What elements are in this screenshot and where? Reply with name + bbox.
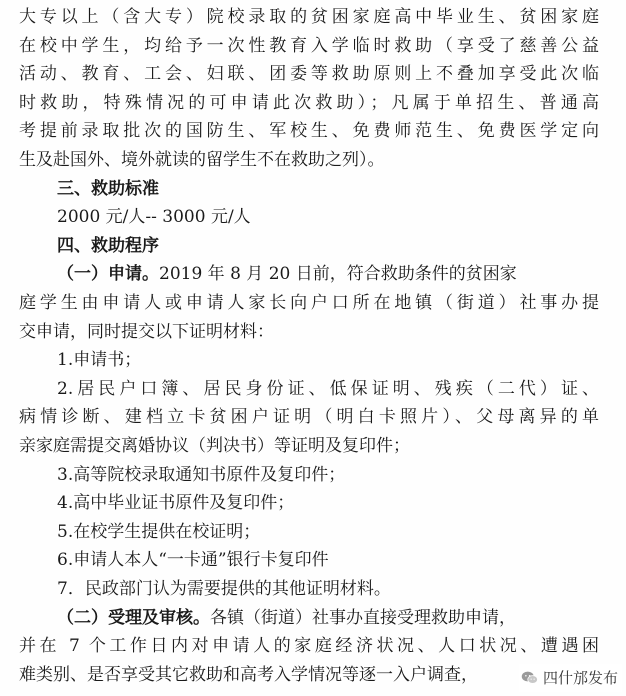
- wechat-icon: [521, 669, 539, 687]
- section-heading-procedure: 四、救助程序: [57, 235, 159, 256]
- paragraph-line: 庭学生由申请人或申请人家长向户口所在地镇（街道）社事办提: [19, 293, 599, 313]
- paragraph-line: 并在 7 个工作日内对申请人的家庭经济状况、人口状况、遭遇困: [19, 636, 599, 657]
- section-heading-standard: 三、救助标准: [57, 178, 159, 199]
- review-label: （二）受理及审核。: [57, 607, 210, 628]
- apply-label: （一）申请。: [57, 264, 159, 285]
- paragraph-line: 考提前录取批次的国防生、军校生、免费师范生、免费医学定向: [19, 121, 599, 142]
- material-item: 7．民政部门认为需要提供的其他证明材料。: [57, 579, 391, 599]
- paragraph-line: 难类别、是否享受其它救助和高考入学情况等逐一入户调查，: [19, 664, 478, 685]
- material-item: 1.申请书；: [57, 350, 142, 371]
- material-item: 5.在校学生提供在校证明；: [57, 521, 261, 542]
- paragraph-line: 在校中学生，均给予一次性教育入学临时救助（享受了慈善公益: [19, 35, 599, 56]
- paragraph-line: 时救助，特殊情况的可申请此次救助）；凡属于单招生、普通高: [19, 92, 599, 113]
- material-item: 6.申请人本人“一卡通”银行卡复印件: [57, 550, 329, 571]
- material-item: 2.居民户口簿、居民身份证、低保证明、残疾（二代）证、: [57, 378, 599, 399]
- material-item: 4.高中毕业证书原件及复印件；: [57, 493, 295, 514]
- material-item: 病情诊断、建档立卡贫困户证明（明白卡照片）、父母离异的单: [19, 407, 599, 428]
- paragraph-line: 生及赴国外、境外就读的留学生不在救助之列）。: [19, 150, 385, 170]
- watermark-text: 四什邡发布: [542, 669, 618, 687]
- material-item: 3.高等院校录取通知书原件及复印件；: [57, 464, 346, 485]
- apply-text: 2019 年 8 月 20 日前，符合救助条件的贫困家: [159, 264, 517, 285]
- paragraph-line: 活动、教育、工会、妇联、团委等救助原则上不叠加享受此次临: [19, 64, 599, 85]
- watermark: [519, 664, 622, 692]
- review-line: [57, 604, 599, 632]
- paragraph-line: 大专以上（含大专）院校录取的贫困家庭高中毕业生、贫困家庭: [19, 7, 599, 27]
- standard-amount: 2000 元/人-- 3000 元/人: [57, 207, 251, 228]
- paragraph-line: 交申请，同时提交以下证明材料：: [19, 321, 274, 342]
- material-item: 亲家庭需提交离婚协议（判决书）等证明及复印件；: [19, 436, 410, 456]
- review-text: 各镇（街道）社事办直接受理救助申请，: [210, 607, 516, 628]
- apply-line: [57, 260, 599, 288]
